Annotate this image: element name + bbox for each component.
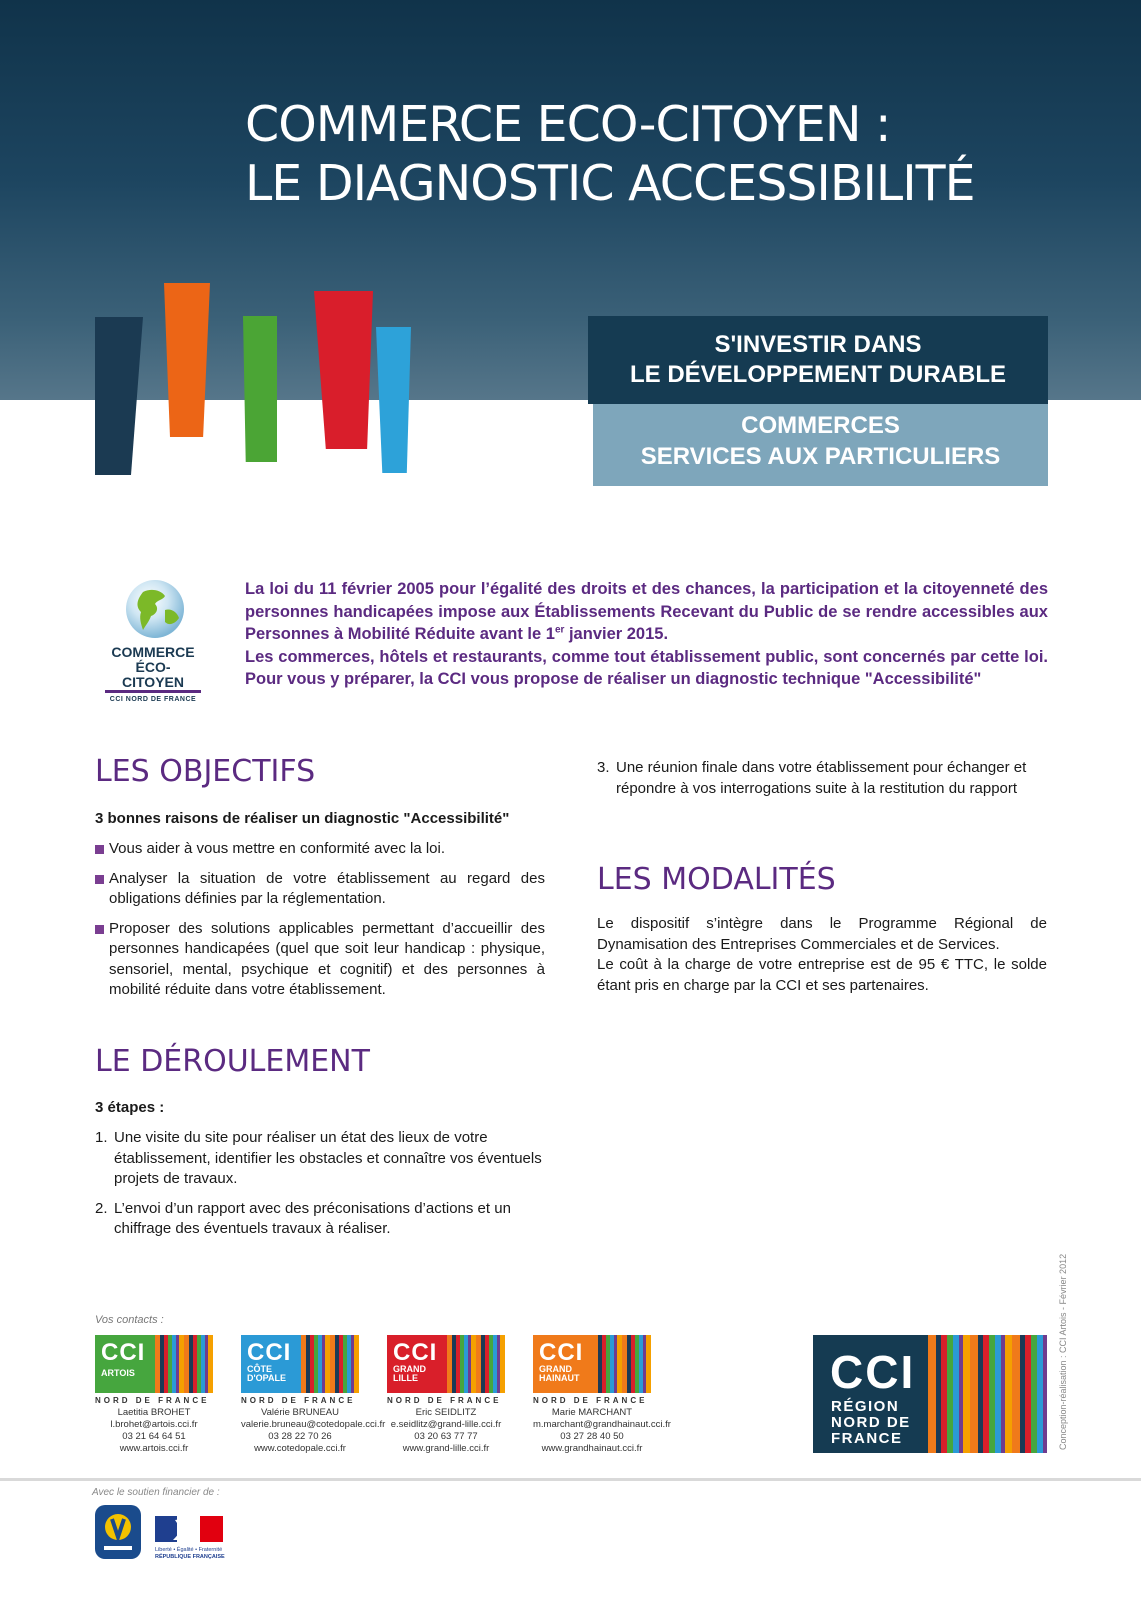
step-item: 3. Une réunion finale dans votre établissement pour échanger et répondre à vos interrogations suite à la restitution du rapport [597, 759, 1027, 797]
modalites-text [597, 914, 1047, 996]
banner-sustainable [588, 316, 1048, 404]
globe-icon [105, 578, 201, 640]
modalites-para-2: Le coût à la charge de votre entreprise est de 95 € TTC, le solde étant pris en charge par la CCI et ses partenaires. [597, 956, 1047, 994]
web-link[interactable]: www.artois.cci.fr [119, 1443, 189, 1454]
page-title [245, 95, 1115, 213]
web-link[interactable]: www.grandhainaut.cci.fr [541, 1443, 643, 1454]
email-link[interactable]: m.marchant@grandhainaut.cci.fr [533, 1419, 671, 1430]
soutien-label: Avec le soutien financier de : [92, 1487, 220, 1498]
email-link[interactable]: valerie.bruneau@cotedopale.cci.fr [241, 1419, 386, 1430]
objectifs-heading: LES OBJECTIFS [95, 754, 316, 789]
eco-logo-line-2: ÉCO-CITOYEN [105, 660, 201, 693]
cci-grand-lille-logo: CCI GRAND LILLE [387, 1335, 505, 1393]
bar-green [243, 316, 277, 462]
bar-navy [95, 317, 143, 475]
bullet-square-icon [95, 845, 104, 854]
bar-orange [164, 283, 210, 437]
banner-light-line-1: COMMERCES [741, 412, 900, 439]
rf-label: RÉPUBLIQUE FRANÇAISE [155, 1554, 225, 1560]
title-line-1: COMMERCE ECO-CITOYEN : [245, 96, 891, 153]
intro-sup: er [554, 624, 565, 636]
bar-red [314, 291, 373, 449]
objectifs-subheading: 3 bonnes raisons de réaliser un diagnostic "Accessibilité" [95, 810, 510, 827]
contact-card-cote-opale: CCI CÔTE D'OPALE NORD DE FRANCE Valérie BRUNEAU valerie.bruneau@cotedopale.cci.fr 03 28 22 70 26 www.cotedopale.cci.fr [241, 1335, 359, 1455]
commerce-eco-citoyen-logo [105, 578, 201, 703]
contact-card-grand-hainaut: CCI GRAND HAINAUT NORD DE FRANCE Marie MARCHANT m.marchant@grandhainaut.cci.fr 03 27 28 40 50 www.grandhainaut.cci.fr [533, 1335, 651, 1455]
banner-sector [593, 404, 1048, 486]
deroulement-steps [95, 1128, 545, 1249]
intro-text-2: janvier 2015. [564, 625, 669, 643]
credit-text: Conception-réalisation : CCI Artois - Février 2012 [1058, 1253, 1068, 1450]
republique-francaise-logo [155, 1516, 223, 1558]
banner-dark-line-1: S'INVESTIR DANS [714, 331, 922, 358]
objectif-item: Analyser la situation de votre établissement au regard des obligations définies par la réglementation. [95, 869, 545, 910]
banner-dark-line-2: LE DÉVELOPPEMENT DURABLE [629, 361, 1007, 388]
step-item: 2. L’envoi d’un rapport avec des préconisations d’actions et un chiffrage des éventuels travaux à réaliser. [95, 1199, 511, 1237]
bar-blue [376, 327, 411, 473]
deroulement-subheading: 3 étapes : [95, 1099, 165, 1116]
contact-card-artois: CCI ARTOIS NORD DE FRANCE Laetitia BROHET l.brohet@artois.cci.fr 03 21 64 64 51 www.artois.cci.fr [95, 1335, 213, 1455]
modalites-heading: LES MODALITÉS [597, 862, 836, 897]
objectif-item: Proposer des solutions applicables permettant d’accueillir des personnes handicapées (quel que soit leur handicap : physique, sensoriel, mental, psychique et cognitif) et des personnes à mobilité réduite dans votre établissement. [95, 919, 545, 1001]
eco-logo-line-1: COMMERCE [111, 644, 195, 660]
contact-card-grand-lille: CCI GRAND LILLE NORD DE FRANCE Eric SEIDLITZ e.seidlitz@grand-lille.cci.fr 03 20 63 77 77 www.grand-lille.cci.fr [387, 1335, 505, 1455]
web-link[interactable]: www.grand-lille.cci.fr [402, 1443, 490, 1454]
bullet-square-icon [95, 875, 104, 884]
title-line-2: LE DIAGNOSTIC ACCESSIBILITÉ [245, 155, 975, 212]
cci-grand-hainaut-logo: CCI GRAND HAINAUT [533, 1335, 651, 1393]
objectif-item: Vous aider à vous mettre en conformité avec la loi. [95, 839, 545, 860]
deroulement-heading: LE DÉROULEMENT [95, 1044, 370, 1079]
eco-logo-line-3: CCI NORD DE FRANCE [109, 696, 197, 703]
email-link[interactable]: l.brohet@artois.cci.fr [110, 1419, 198, 1430]
step-item: 1. Une visite du site pour réaliser un état des lieux de votre établissement, identifier les obstacles et connaître vos éventuels projets de travaux. [95, 1129, 542, 1187]
rf-motto: Liberté • Égalité • Fraternité [155, 1547, 223, 1553]
cci-region-logo: CCI RÉGION NORD DE FRANCE [813, 1335, 1047, 1453]
objectifs-list [95, 839, 545, 1010]
region-emblem-icon [95, 1505, 141, 1559]
intro-paragraph [245, 578, 1048, 691]
email-link[interactable]: e.seidlitz@grand-lille.cci.fr [390, 1419, 502, 1430]
bullet-square-icon [95, 925, 104, 934]
cci-cote-opale-logo: CCI CÔTE D'OPALE [241, 1335, 359, 1393]
intro-text-3: Les commerces, hôtels et restaurants, comme tout établissement public, sont concernés par cette loi. Pour vous y préparer, la CCI vous propose de réaliser un diagnostic technique "Accessibilité" [245, 647, 1048, 688]
cci-artois-logo: CCI ARTOIS [95, 1335, 213, 1393]
deroulement-steps-continued [597, 758, 1047, 808]
web-link[interactable]: www.cotedopale.cci.fr [254, 1443, 346, 1454]
marianne-flag-icon [155, 1516, 223, 1542]
contacts-label: Vos contacts : [95, 1314, 164, 1326]
modalites-para-1: Le dispositif s’intègre dans le Programme Régional de Dynamisation des Entreprises Commerciales et de Services. [597, 915, 1047, 953]
banner-light-line-2: SERVICES AUX PARTICULIERS [640, 443, 1001, 470]
intro-text-1: La loi du 11 février 2005 pour l’égalité des droits et des chances, la participation et la citoyenneté des personnes handicapées impose aux Établissements Recevant du Public de se rendre accessibles aux Personnes à Mobilité Réduite avant le 1 [245, 580, 1048, 643]
footer-divider [0, 1478, 1141, 1481]
region-nord-pas-de-calais-logo [95, 1505, 141, 1559]
